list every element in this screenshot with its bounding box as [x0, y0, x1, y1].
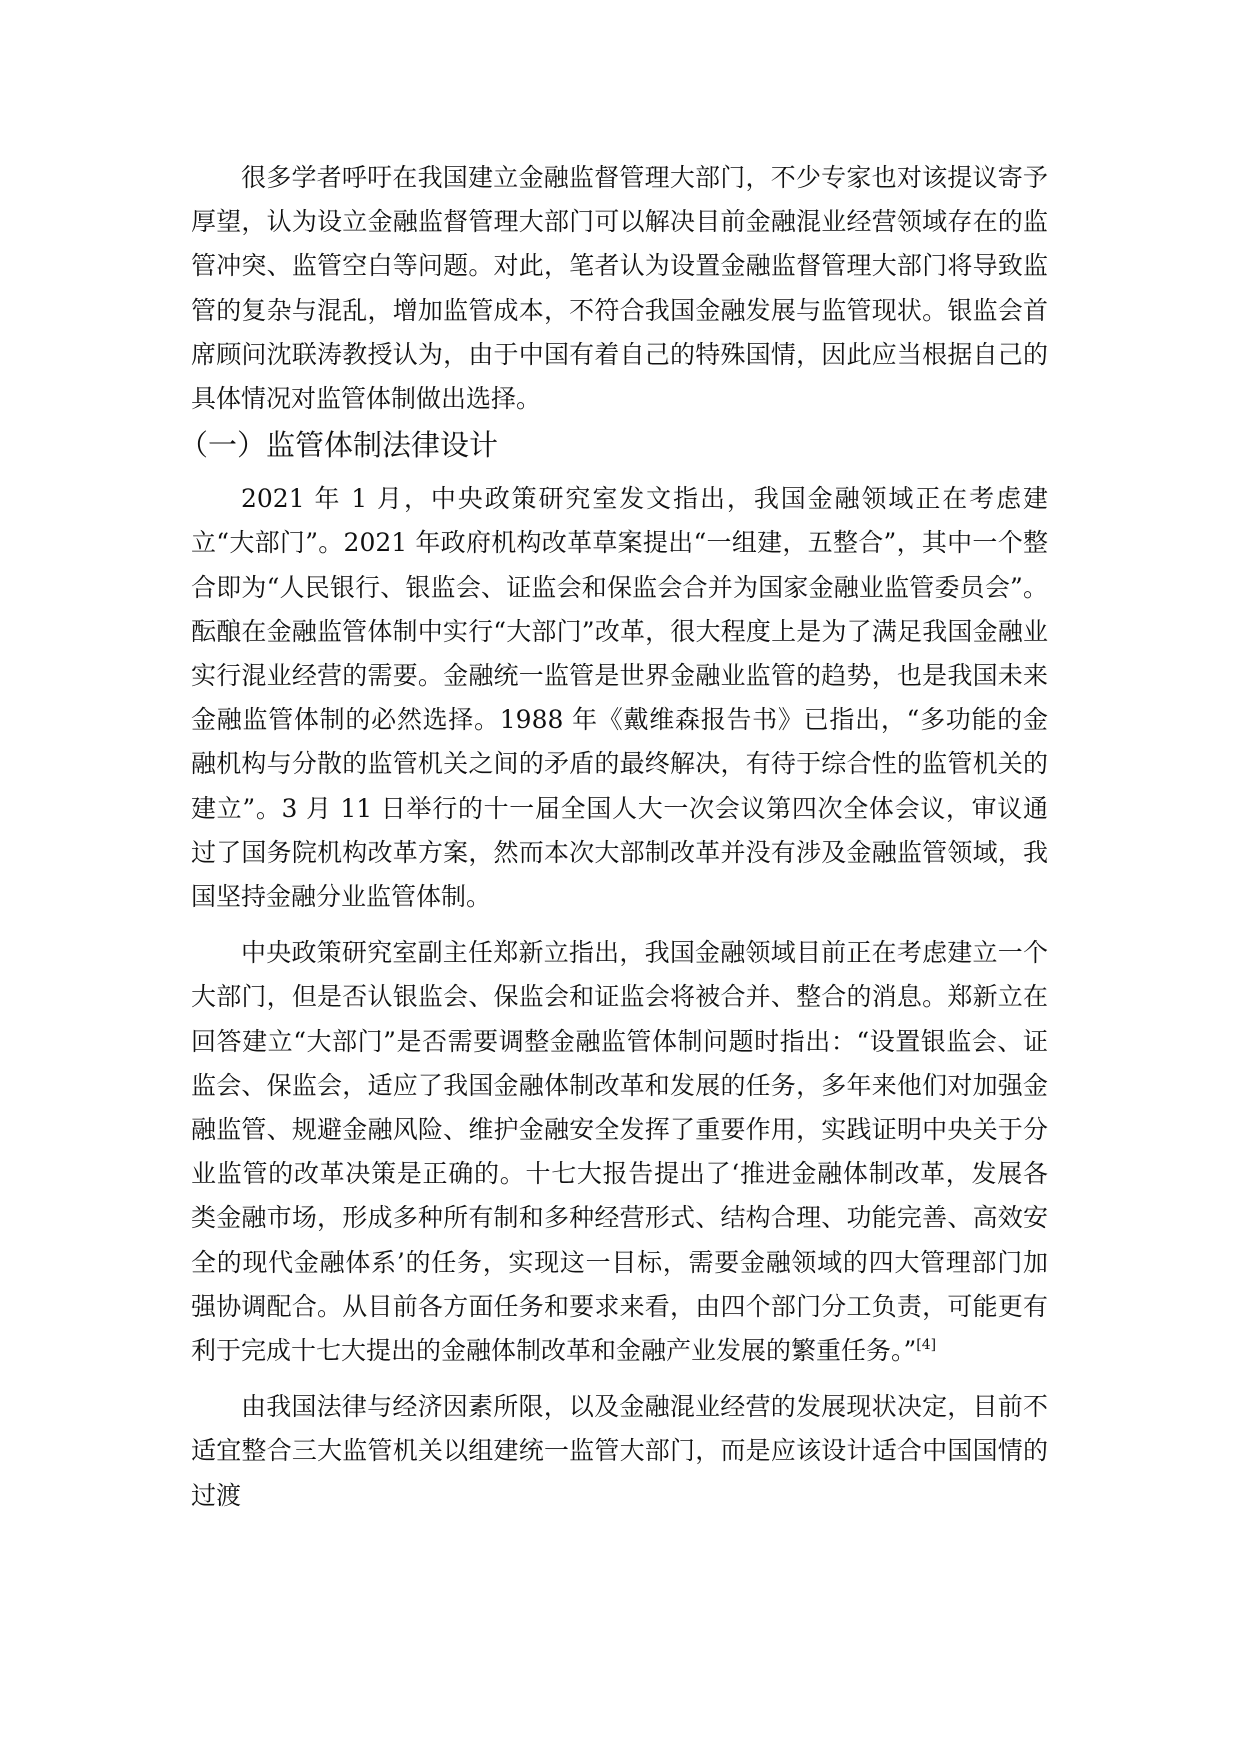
- body-paragraph-4: 由我国法律与经济因素所限，以及金融混业经营的发展现状决定，目前不适宜整合三大监管机关以组建统一监管大部门，而是应该设计适合中国国情的过渡: [191, 1392, 1048, 1510]
- body-paragraph-3-text: 中央政策研究室副主任郑新立指出，我国金融领域目前正在考虑建立一个大部门，但是否认银监会、保监会和证监会将被合并、整合的消息。郑新立在回答建立“大部门”是否需要调整金融监管体制问题时指出：“设置银监会、证监会、保监会，适应了我国金融体制改革和发展的任务，多年来他们对加强金融监管、规避金融风险、维护金融安全发挥了重要作用，实践证明中央关于分业监管的改革决策是正确的。十七大报告提出了‘推进金融体制改革，发展各类金融市场，形成多种所有制和多种经营形式、结构合理、功能完善、高效安全的现代金融体系’的任务，实现这一目标，需要金融领域的四大管理部门加强协调配合。从目前各方面任务和要求来看，由四个部门分工负责，可能更有利于完成十七大提出的金融体制改革和金融产业发展的繁重任务。”: [191, 938, 1048, 1366]
- document-body: [179, 156, 1048, 1518]
- body-paragraph-3: [191, 931, 1048, 1373]
- body-paragraph-2: 2021 年 1 月，中央政策研究室发文指出，我国金融领域正在考虑建立“大部门”。2021 年政府机构改革草案提出“一组建，五整合”，其中一个整合即为“人民银行、银监会、证监会和保监会合并为国家金融业监管委员会”。酝酿在金融监管体制中实行“大部门”改革，很大程度上是为了满足我国金融业实行混业经营的需要。金融统一监管是世界金融业监管的趋势，也是我国未来金融监管体制的必然选择。1988 年《戴维森报告书》已指出，“多功能的金融机构与分散的监管机关之间的矛盾的最终解决，有待于综合性的监管机关的建立”。3 月 11 日举行的十一届全国人大一次会议第四次全体会议，审议通过了国务院机构改革方案，然而本次大部制改革并没有涉及金融监管领域，我国坚持金融分业监管体制。: [191, 484, 1048, 912]
- paragraph-gap: [191, 1373, 1048, 1385]
- body-paragraph-1: 很多学者呼吁在我国建立金融监督管理大部门，不少专家也对该提议寄予厚望，认为设立金融监督管理大部门可以解决目前金融混业经营领域存在的监管冲突、监管空白等问题。对此，笔者认为设置金融监督管理大部门将导致监管的复杂与混乱，增加监管成本，不符合我国金融发展与监管现状。银监会首席顾问沈联涛教授认为，由于中国有着自己的特殊国情，因此应当根据自己的具体情况对监管体制做出选择。: [191, 163, 1048, 414]
- section-heading: （一）监管体制法律设计: [179, 428, 499, 463]
- paragraph-gap: [191, 919, 1048, 931]
- citation-marker: [4]: [916, 1337, 937, 1354]
